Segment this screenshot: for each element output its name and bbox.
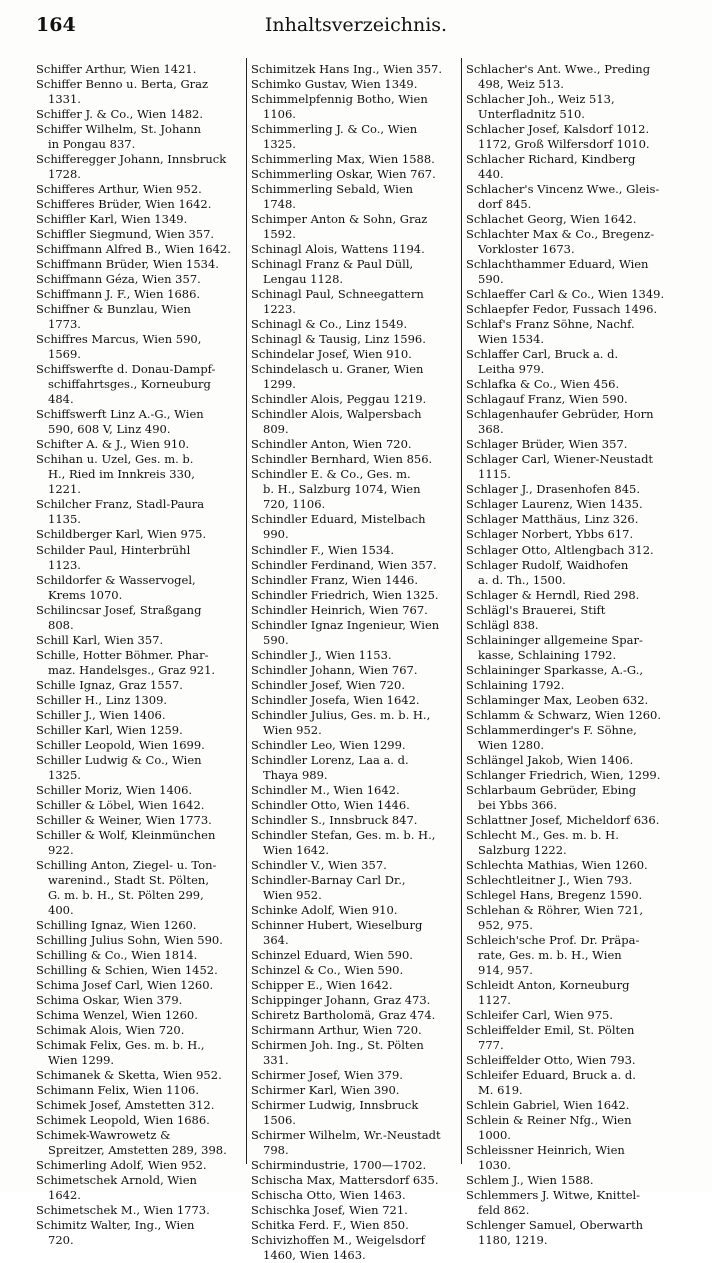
index-entry-line: Schivizhoffen M., Weigelsdorf [251,1233,425,1248]
index-entry-line: Schlacher's Ant. Wwe., Preding [466,62,651,76]
index-entry-line: Schiffmann Géza, Wien 357. [36,272,201,287]
index-entry-line: Schischa Max, Mattersdorf 635. [251,1173,439,1188]
index-entry-line: Schlager Rudolf, Waidhofen [466,557,629,572]
index-entry-line: Schiffmann J. F., Wien 1686. [36,287,201,302]
index-entry-line: Schlamm & Schwarz, Wien 1260. [466,707,661,722]
index-entry-line: Schindler Otto, Wien 1446. [251,797,410,812]
index-entry-line: Schindler Lorenz, Laa a. d. [251,752,409,767]
index-entry-line: Schima Josef Carl, Wien 1260. [36,977,214,992]
index-column-1 [36,62,249,1248]
index-entry-line: Schinagl Alois, Wattens 1194. [251,242,425,257]
index-entry-line: in Pongau 837. [48,137,136,152]
index-entry-line: Schlanger Friedrich, Wien, 1299. [466,767,661,782]
index-entry-line: Schlegel Hans, Bregenz 1590. [466,887,643,902]
index-entry-line: Schifter A. & J., Wien 910. [36,437,190,452]
index-entry-line: Schlägl's Brauerei, Stift [466,602,606,617]
index-entry-line: Schiller Karl, Wien 1259. [36,722,183,737]
index-entry-line: 400. [48,902,74,917]
index-entry-line: Schirmer Ludwig, Innsbruck [251,1098,419,1113]
index-entry-line: Schleiffelder Otto, Wien 793. [466,1053,636,1068]
index-entry-line: Schlattner Josef, Micheldorf 636. [466,812,660,827]
index-entry-line: Schlenger Samuel, Oberwarth [466,1218,644,1233]
index-entry-line: 720. [48,1233,74,1248]
index-entry-line: Schimek Josef, Amstetten 312. [36,1098,215,1113]
index-entry-line: Schimanek & Sketta, Wien 952. [36,1068,222,1083]
index-entry-line: Schimmerling J. & Co., Wien [251,122,418,137]
index-entry-line: 1569. [48,347,81,362]
index-entry-line: 590. [478,272,504,287]
index-entry-line: Schimmerling Sebald, Wien [251,182,414,197]
index-entry-line: 1728. [48,167,81,182]
index-entry-line: Schiffer Arthur, Wien 1421. [36,62,197,76]
index-entry-line: Schilling & Co., Wien 1814. [36,947,198,962]
index-entry-line: a. d. Th., 1500. [478,572,566,587]
index-entry-line: Schima Wenzel, Wien 1260. [36,1007,198,1022]
index-column-3 [466,62,679,1248]
index-entry-line: 1030. [478,1158,511,1173]
index-entry-line: Schindler Bernhard, Wien 856. [251,452,433,467]
index-entry-line: Schimmerling Oskar, Wien 767. [251,167,436,182]
index-entry-line: Schiller Leopold, Wien 1699. [36,737,205,752]
index-entry-line: 498, Weiz 513. [478,77,564,92]
index-entry-line: Schlager Brüder, Wien 357. [466,437,628,452]
index-entry-line: Schirmindustrie, 1700—1702. [251,1158,427,1173]
index-entry-line: Schirmen Joh. Ing., St. Pölten [251,1038,424,1053]
index-entry-line: Schifferes Brüder, Wien 1642. [36,197,212,212]
index-entry-line: Schimko Gustav, Wien 1349. [251,77,418,92]
index-entry-line: Unterfladnitz 510. [478,107,585,122]
index-entry-line: 809. [263,422,289,437]
index-entry-line: Schimak Alois, Wien 720. [36,1023,185,1037]
index-entry-line: Thaya 989. [263,767,328,782]
index-entry-line: Schindelar Josef, Wien 910. [251,347,412,362]
index-entry-line: Wien 1534. [478,332,545,347]
index-entry-line: 1000. [478,1128,511,1143]
index-entry-line: 808. [48,617,74,632]
index-entry-line: 1506. [263,1113,296,1128]
index-entry-line: Schifferegger Johann, Innsbruck [36,152,227,167]
index-entry-line: Schlemmers J. Witwe, Knittel- [466,1188,641,1203]
index-entry-line: Schimitzek Hans Ing., Wien 357. [251,62,442,76]
index-entry-line: Schippinger Johann, Graz 473. [251,992,431,1007]
index-entry-line: Schinke Adolf, Wien 910. [251,902,398,917]
index-entry-line: 1325. [48,767,81,782]
index-entry-line: Schlaf's Franz Söhne, Nachf. [466,317,635,332]
index-entry-line: Schiller Moriz, Wien 1406. [36,782,193,797]
index-entry-line: Schildberger Karl, Wien 975. [36,527,207,542]
index-entry-line: 1592. [263,227,296,242]
index-entry-line: Schlager Matthäus, Linz 326. [466,512,639,527]
index-entry-line: Schlängel Jakob, Wien 1406. [466,752,634,767]
index-entry-line: Schlachet Georg, Wien 1642. [466,212,637,227]
index-entry-line: Schimerling Adolf, Wien 952. [36,1158,207,1173]
index-entry-line: 1223. [263,302,296,317]
index-entry-line: 1135. [48,512,81,527]
index-entry-line: Schimek Leopold, Wien 1686. [36,1113,210,1128]
index-entry-line: Schlacher's Vincenz Wwe., Gleis- [466,182,660,197]
index-entry-line: Schindler Ignaz Ingenieur, Wien [251,617,440,632]
index-entry-line: Schindler Stefan, Ges. m. b. H., [251,827,436,842]
index-entry-line: 1325. [263,137,296,152]
index-entry-line: Schinzel & Co., Wien 590. [251,962,404,977]
index-entry-line: Schiller Ludwig & Co., Wien [36,752,202,767]
page-number: 164 [36,14,76,36]
index-entry-line: Schildorfer & Wasservogel, [36,572,196,587]
index-entry-line: 368. [478,422,504,437]
index-entry-line: Schindler J., Wien 1153. [251,647,392,662]
index-entry-line: Schindler Ferdinand, Wien 357. [251,557,437,572]
index-entry-line: Schlager & Herndl, Ried 298. [466,587,640,602]
index-entry-line: Schlaininger allgemeine Spar- [466,632,643,647]
index-entry-line: Schilling Ignaz, Wien 1260. [36,917,197,932]
index-entry-line: Schiffmann Brüder, Wien 1534. [36,257,219,272]
index-entry-line: Schlägl 838. [466,617,539,632]
index-entry-line: Schinner Hubert, Wieselburg [251,917,423,932]
index-entry-line: Schischa Otto, Wien 1463. [251,1188,406,1203]
index-entry-line: Schifferes Arthur, Wien 952. [36,182,202,197]
index-entry-line: kasse, Schlaining 1792. [478,647,617,662]
index-entry-line: Schirmer Wilhelm, Wr.-Neustadt [251,1128,441,1143]
index-entry-line: Schlachthammer Eduard, Wien [466,257,649,272]
index-entry-line: Schindler F., Wien 1534. [251,542,395,557]
index-entry-line: Schischka Josef, Wien 721. [251,1203,408,1218]
index-entry-line: Lengau 1128. [263,272,344,287]
index-entry-line: Schimetschek Arnold, Wien [36,1173,197,1188]
index-entry-line: 1642. [48,1188,81,1203]
index-entry-line: 364. [263,932,289,947]
index-entry-line: Schimmerling Max, Wien 1588. [251,152,435,167]
index-entry-line: Schlaeffer Carl & Co., Wien 1349. [466,287,665,302]
index-entry-line: Schindler Leo, Wien 1299. [251,737,406,752]
index-entry-line: Schlammerdinger's F. Söhne, [466,722,637,737]
index-entry-line: Schimetschek M., Wien 1773. [36,1203,210,1218]
index-entry-line: 952, 975. [478,917,533,932]
index-entry-line: warenind., Stadt St. Pölten, [48,872,209,887]
index-entry-line: Schleiffelder Emil, St. Pölten [466,1023,635,1037]
index-entry-line: Wien 1280. [478,737,545,752]
index-entry-line: Schiffler Karl, Wien 1349. [36,212,188,227]
index-entry-line: maz. Handelsges., Graz 921. [48,662,216,677]
index-entry-line: Schleifer Eduard, Bruck a. d. [466,1068,636,1083]
index-entry-line: Schlechta Mathias, Wien 1260. [466,857,648,872]
index-entry-line: Schilling Anton, Ziegel- u. Ton- [36,857,217,872]
index-entry-line: Wien 952. [263,722,322,737]
index-entry-line: Schirmer Karl, Wien 390. [251,1083,400,1098]
index-entry-line: Schlem J., Wien 1588. [466,1173,594,1188]
index-entry-line: Schimitz Walter, Ing., Wien [36,1218,195,1233]
index-entry-line: Schipper E., Wien 1642. [251,977,393,992]
index-entry-line: Schille, Hotter Böhmer. Phar- [36,647,209,662]
index-column-2 [251,62,464,1263]
index-entry-line: 331. [263,1053,289,1068]
index-entry-line: Schleissner Heinrich, Wien [466,1143,625,1158]
index-entry-line: Wien 1642. [263,842,330,857]
index-entry-line: Krems 1070. [48,587,123,602]
index-entry-line: dorf 845. [478,197,532,212]
index-entry-line: Schindler Josefa, Wien 1642. [251,692,420,707]
index-entry-line: Schiffler Siegmund, Wien 357. [36,227,215,242]
index-entry-line: 1773. [48,317,81,332]
index-entry-line: 1331. [48,92,81,107]
index-entry-line: 1460, Wien 1463. [263,1248,366,1263]
index-entry-line: Schiffer Benno u. Berta, Graz [36,77,209,92]
index-entry-line: Schlein Gabriel, Wien 1642. [466,1098,630,1113]
index-entry-line: 1221. [48,482,81,497]
index-entry-line: Schlager Otto, Altlengbach 312. [466,542,654,557]
index-entry-line: Schlacher Josef, Kalsdorf 1012. [466,122,650,137]
index-entry-line: Schlagauf Franz, Wien 590. [466,392,628,407]
index-entry-line: Schimek-Wawrowetz & [36,1128,171,1143]
index-entry-line: Schlager Laurenz, Wien 1435. [466,497,643,512]
index-entry-line: bei Ybbs 366. [478,797,557,812]
index-entry-line: Schindler Friedrich, Wien 1325. [251,587,439,602]
index-entry-line: Schitka Ferd. F., Wien 850. [251,1218,409,1233]
index-entry-line: Schiffswerft Linz A.-G., Wien [36,407,204,422]
index-entry-line: Schinagl Franz & Paul Düll, [251,257,414,272]
index-entry-line: feld 862. [478,1203,530,1218]
index-entry-line: 1748. [263,197,296,212]
index-entry-line: Schimann Felix, Wien 1106. [36,1083,200,1098]
page-title: Inhaltsverzeichnis. [264,14,448,36]
index-entry-line: schiffahrtsges., Korneuburg [48,377,211,392]
index-entry-line: Schiffer Wilhelm, St. Johann [36,122,202,137]
index-entry-line: Schleich'sche Prof. Dr. Präpa- [466,932,640,947]
index-entry-line: H., Ried im Innkreis 330, [48,467,195,482]
index-entry-line: Schlager Carl, Wiener-Neustadt [466,452,654,467]
index-entry-line: Schinzel Eduard, Wien 590. [251,947,413,962]
index-entry-line: Schindler S., Innsbruck 847. [251,812,418,827]
index-entry-line: Schleidt Anton, Korneuburg [466,977,630,992]
index-entry-line: Schindler Josef, Wien 720. [251,677,405,692]
index-entry-line: Schilincsar Josef, Straßgang [36,602,202,617]
index-entry-line: Schindler Franz, Wien 1446. [251,572,419,587]
index-entry-line: 484. [48,392,74,407]
index-entry-line: 1115. [478,467,511,482]
index-entry-line: Schiffswerfte d. Donau-Dampf- [36,362,216,377]
index-entry-line: Schleifer Carl, Wien 975. [466,1007,614,1022]
index-entry-line: Schinagl & Co., Linz 1549. [251,317,408,332]
index-entry-line: Schindler Johann, Wien 767. [251,662,418,677]
index-entry-line: Schlaininger Sparkasse, A.-G., [466,662,644,677]
index-entry-line: Schlehan & Röhrer, Wien 721, [466,902,644,917]
index-entry-line: Schirmer Josef, Wien 379. [251,1068,403,1083]
index-entry-line: Schindler Eduard, Mistelbach [251,512,426,527]
index-entry-line: Schlachter Max & Co., Bregenz- [466,227,655,242]
index-entry-line: Schlechtleitner J., Wien 793. [466,872,633,887]
index-entry-line: Schiffner & Bunzlau, Wien [36,302,191,317]
index-entry-line: Schille Ignaz, Graz 1557. [36,677,183,692]
index-entry-line: Schindler Anton, Wien 720. [251,437,412,452]
index-entry-line: Schiller & Wolf, Kleinmünchen [36,827,216,842]
index-entry-line: Schilling & Schien, Wien 1452. [36,962,218,977]
index-entry-line: Schindler Heinrich, Wien 767. [251,602,428,617]
index-entry-line: Schindler Alois, Walpersbach [251,407,422,422]
index-entry-line: Schlager J., Drasenhofen 845. [466,482,641,497]
index-entry-line: Schlager Norbert, Ybbs 617. [466,527,634,542]
index-entry-line: 590. [263,632,289,647]
index-entry-line: 1180, 1219. [478,1233,548,1248]
index-entry-line: Schlaffer Carl, Bruck a. d. [466,347,619,362]
index-entry-line: Schilling Julius Sohn, Wien 590. [36,932,223,947]
index-entry-line: Wien 1299. [48,1053,115,1068]
index-entry-line: Schindler V., Wien 357. [251,857,387,872]
index-entry-line: Schlein & Reiner Nfg., Wien [466,1113,632,1128]
index-entry-line: Schilder Paul, Hinterbrühl [36,542,191,557]
index-entry-line: Leitha 979. [478,362,545,377]
index-entry-line: Schlagenhaufer Gebrüder, Horn [466,407,654,422]
index-entry-line: Schiretz Bartholomä, Graz 474. [251,1007,436,1022]
index-entry-line: 440. [478,167,504,182]
index-entry-line: Schiller & Löbel, Wien 1642. [36,797,205,812]
index-entry-line: Schindler M., Wien 1642. [251,782,400,797]
index-entry-line: Schlafka & Co., Wien 456. [466,377,620,392]
index-entry-line: Schilcher Franz, Stadl-Paura [36,497,205,512]
index-entry-line: Schirmann Arthur, Wien 720. [251,1023,422,1037]
index-entry-line: Schlaepfer Fedor, Fussach 1496. [466,302,658,317]
index-entry-line: Schihan u. Uzel, Ges. m. b. [36,452,194,467]
index-entry-line: Schimak Felix, Ges. m. b. H., [36,1038,205,1053]
index-entry-line: 1172, Groß Wilfersdorf 1010. [478,137,650,152]
index-entry-line: 1299. [263,377,296,392]
index-entry-line: Schinagl & Tausig, Linz 1596. [251,332,426,347]
index-entry-line: Schlacher Joh., Weiz 513, [466,92,615,107]
index-entry-line: 914, 957. [478,962,533,977]
index-entry-line: Schlaminger Max, Leoben 632. [466,692,649,707]
index-entry-line: 777. [478,1038,504,1053]
index-entry-line: Schindelasch u. Graner, Wien [251,362,424,377]
index-entry-line: Spreitzer, Amstetten 289, 398. [48,1143,227,1158]
index-entry-line: G. m. b. H., St. Pölten 299, [48,887,204,902]
index-entry-line: Schiffres Marcus, Wien 590, [36,332,202,347]
index-entry-line: 922. [48,842,74,857]
index-entry-line: Schindler Alois, Peggau 1219. [251,392,427,407]
index-entry-line: Schindler Julius, Ges. m. b. H., [251,707,431,722]
index-entry-line: Schlacher Richard, Kindberg [466,152,636,167]
index-entry-line: Schiller H., Linz 1309. [36,692,168,707]
index-entry-line: Schindler E. & Co., Ges. m. [251,467,411,482]
index-entry-line: Schimper Anton & Sohn, Graz [251,212,428,227]
index-entry-line: Schindler-Barnay Carl Dr., [251,872,406,887]
index-entry-line: 720, 1106. [263,497,326,512]
index-entry-line: rate, Ges. m. b. H., Wien [478,947,622,962]
index-entry-line: Schinagl Paul, Schneegattern [251,287,424,302]
index-entry-line: 1106. [263,107,296,122]
index-entry-line: 590, 608 V, Linz 490. [48,422,171,437]
index-entry-line: Schiller J., Wien 1406. [36,707,166,722]
index-entry-line: Schlaining 1792. [466,677,565,692]
index-entry-line: Schimmelpfennig Botho, Wien [251,92,428,107]
index-entry-line: 1127. [478,992,511,1007]
index-entry-line: Vorkloster 1673. [478,242,575,257]
index-entry-line: Schlarbaum Gebrüder, Ebing [466,782,637,797]
index-entry-line: Wien 952. [263,887,322,902]
index-entry-line: 1123. [48,557,81,572]
index-entry-line: b. H., Salzburg 1074, Wien [263,482,421,497]
index-entry-line: 990. [263,527,289,542]
index-entry-line: Schima Oskar, Wien 379. [36,992,183,1007]
index-entry-line: Schlecht M., Ges. m. b. H. [466,827,619,842]
index-entry-line: Schiller & Weiner, Wien 1773. [36,812,212,827]
index-entry-line: M. 619. [478,1083,523,1098]
index-entry-line: Schill Karl, Wien 357. [36,632,164,647]
index-entry-line: Schiffmann Alfred B., Wien 1642. [36,242,231,257]
index-entry-line: 798. [263,1143,289,1158]
index-entry-line: Schiffer J. & Co., Wien 1482. [36,107,204,122]
index-entry-line: Salzburg 1222. [478,842,567,857]
